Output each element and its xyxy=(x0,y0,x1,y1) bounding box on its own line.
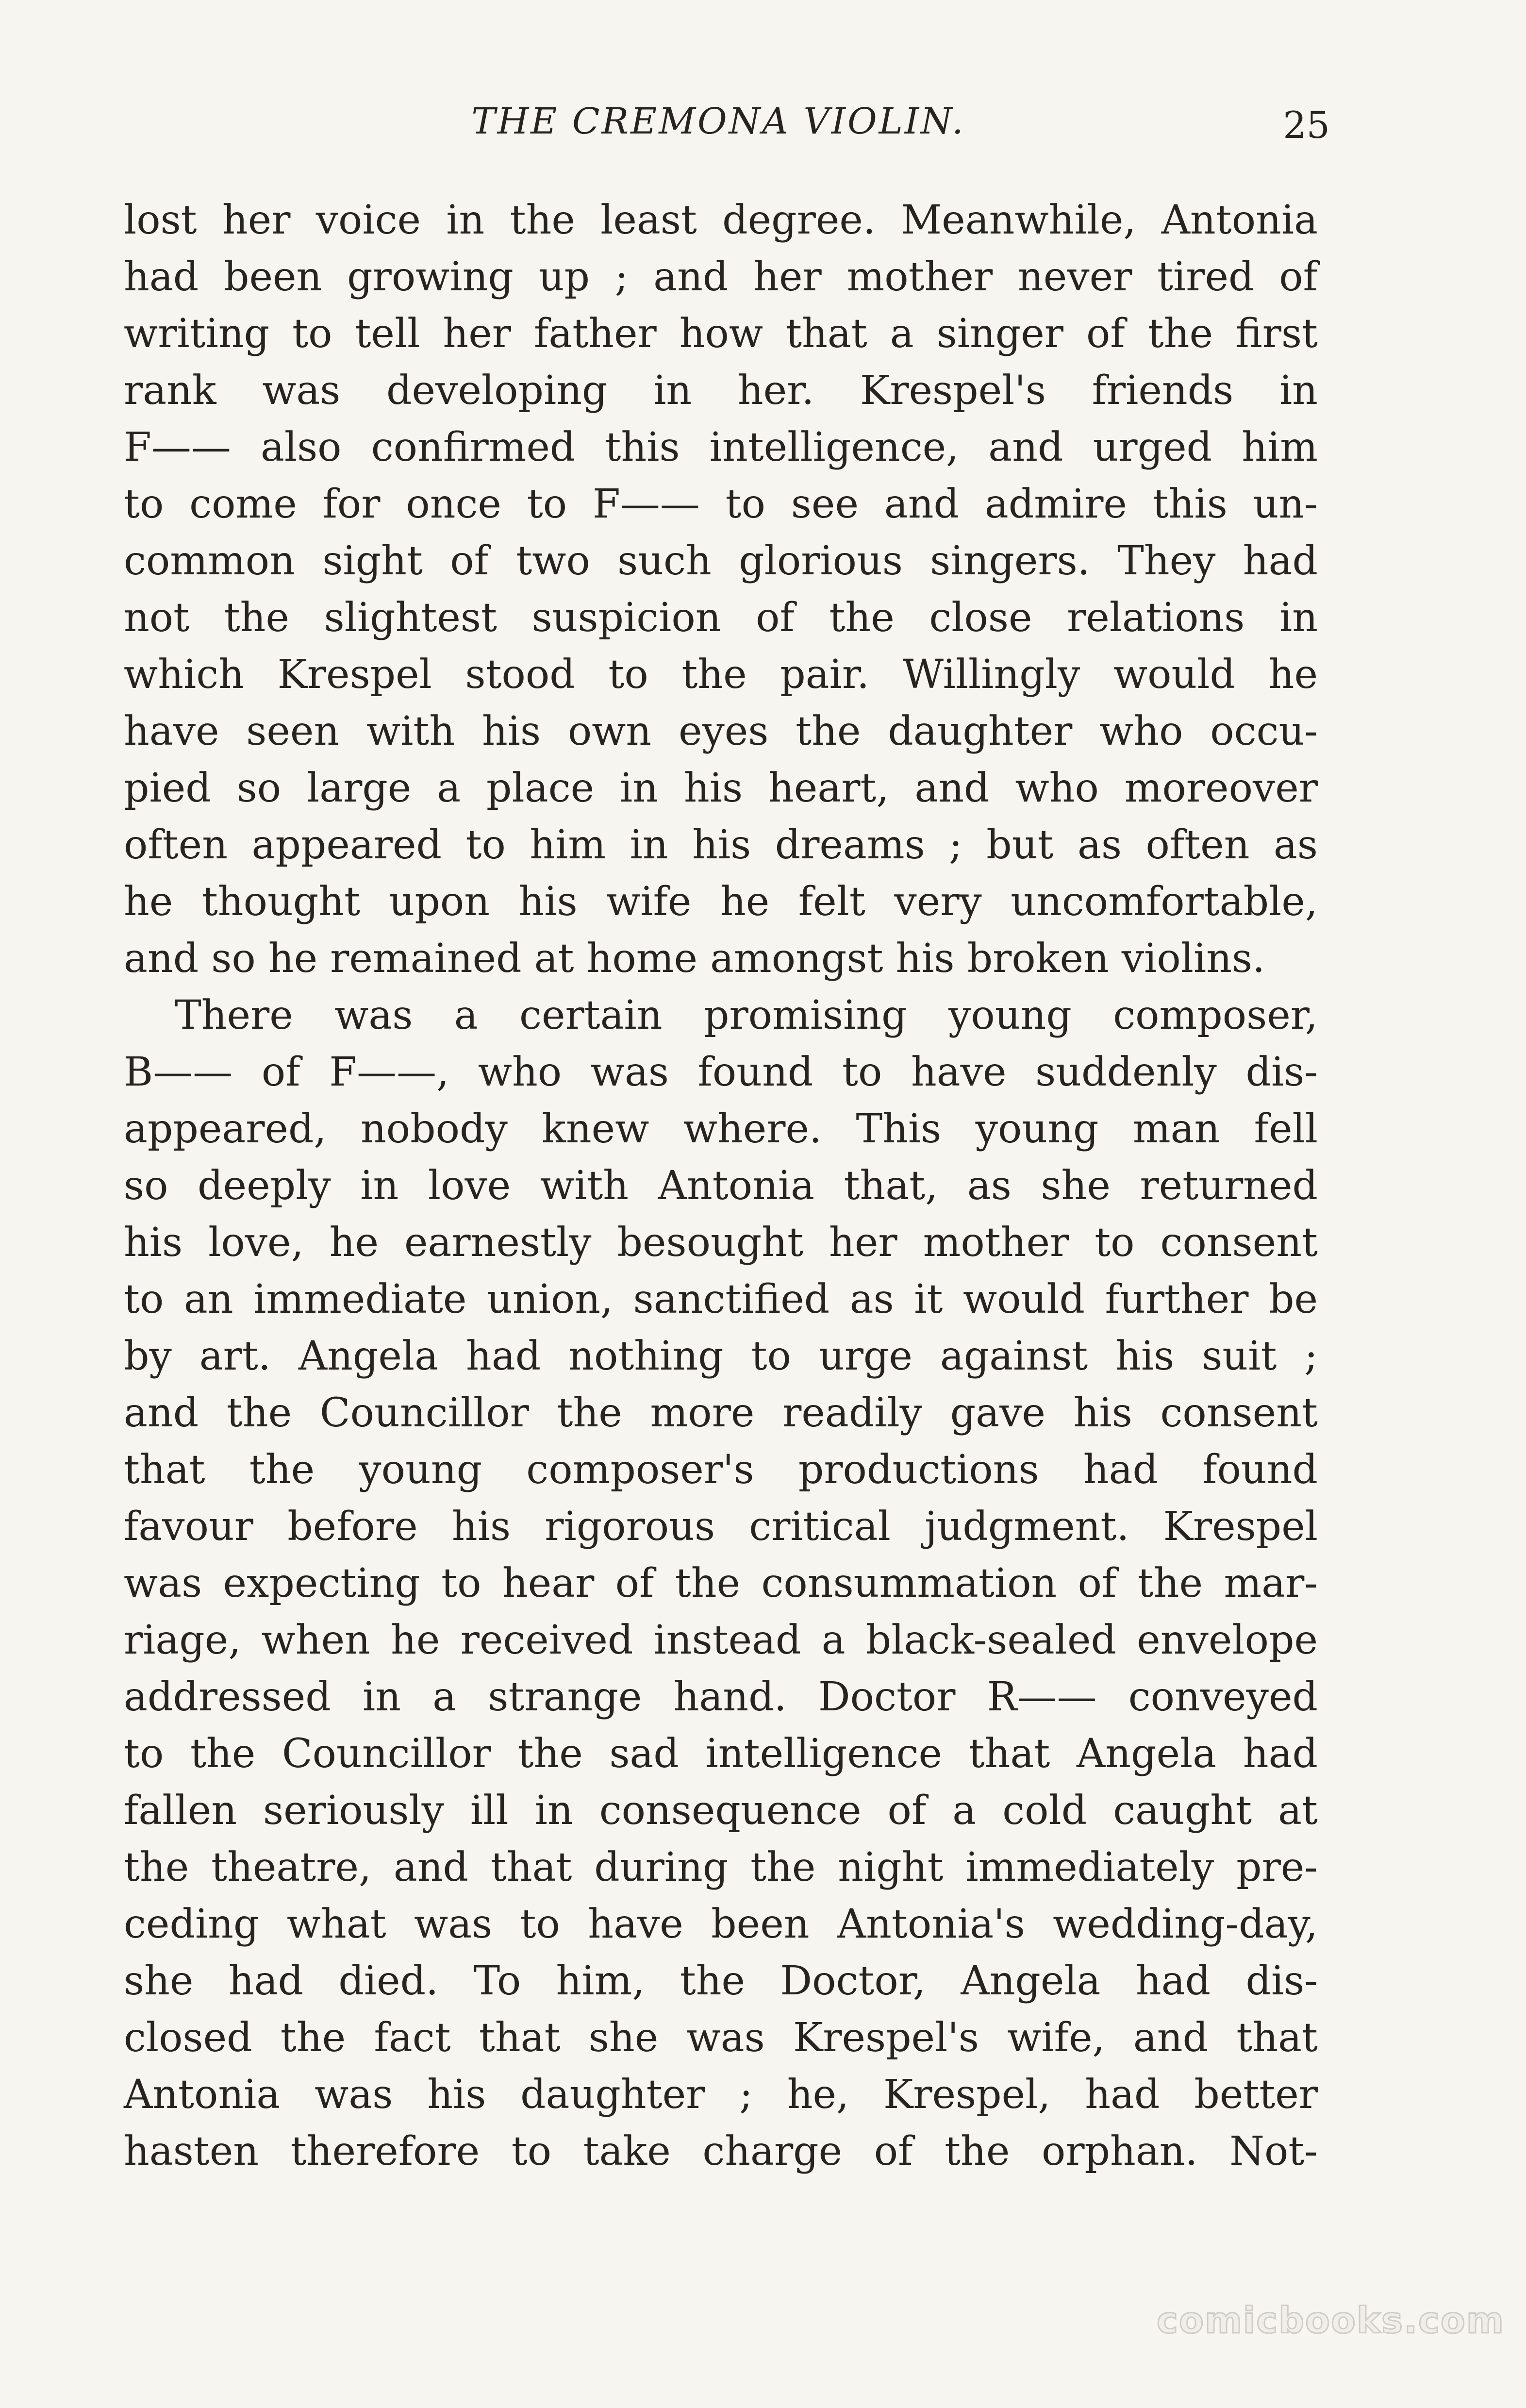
text-line: to come for once to F—— to see and admire this un- xyxy=(124,481,1318,527)
paragraph-2 xyxy=(124,987,1318,2180)
text-line: which Krespel stood to the pair. Willingly would he xyxy=(124,652,1318,698)
text-line: lost her voice in the least degree. Meanwhile, Antonia xyxy=(124,197,1318,243)
text-line: pied so large a place in his heart, and who moreover xyxy=(124,765,1318,811)
text-line: F—— also confirmed this intelligence, and urged him xyxy=(124,424,1318,470)
text-line: B—— of F——, who was found to have suddenly dis- xyxy=(124,1049,1318,1095)
text-line: There was a certain promising young composer, xyxy=(175,992,1318,1038)
text-line: appeared, nobody knew where. This young man fell xyxy=(124,1106,1318,1152)
text-line: and the Councillor the more readily gave his consent xyxy=(124,1390,1318,1436)
text-line: addressed in a strange hand. Doctor R—— conveyed xyxy=(124,1674,1318,1720)
text-line: to an immediate union, sanctified as it would further be xyxy=(124,1276,1318,1322)
page-number: 25 xyxy=(1283,103,1330,147)
text-line: rank was developing in her. Krespel's friends in xyxy=(124,368,1318,414)
text-line: Antonia was his daughter ; he, Krespel, had better xyxy=(124,2072,1318,2118)
text-line: was expecting to hear of the consummation of the mar- xyxy=(124,1560,1318,1606)
running-title: THE CREMONA VIOLIN. xyxy=(471,100,965,142)
text-line: he thought upon his wife he felt very uncomfortable, xyxy=(124,879,1318,925)
text-line: writing to tell her father how that a singer of the first xyxy=(124,311,1318,357)
text-line: the theatre, and that during the night immediately pre- xyxy=(124,1844,1318,1890)
text-line: that the young composer's productions had found xyxy=(124,1447,1318,1493)
text-line: fallen seriously ill in consequence of a cold caught at xyxy=(124,1788,1318,1834)
running-head xyxy=(0,95,1526,148)
text-line: to the Councillor the sad intelligence that Angela had xyxy=(124,1731,1318,1777)
text-line: not the slightest suspicion of the close relations in xyxy=(124,595,1318,641)
text-line: hasten therefore to take charge of the orphan. Not- xyxy=(124,2128,1318,2174)
body-text xyxy=(124,192,1318,2221)
watermark: comicbooks.com xyxy=(1157,2300,1505,2341)
text-line: riage, when he received instead a black-sealed envelope xyxy=(124,1617,1318,1663)
text-line: by art. Angela had nothing to urge against his suit ; xyxy=(124,1333,1318,1379)
text-line: common sight of two such glorious singers. They had xyxy=(124,538,1318,584)
text-line: and so he remained at home amongst his broken violins. xyxy=(124,936,1265,982)
text-line: had been growing up ; and her mother never tired of xyxy=(124,254,1318,300)
text-line: have seen with his own eyes the daughter who occu- xyxy=(124,708,1318,754)
text-line: often appeared to him in his dreams ; but as often as xyxy=(124,822,1318,868)
text-line: closed the fact that she was Krespel's wife, and that xyxy=(124,2015,1318,2061)
text-line: she had died. To him, the Doctor, Angela had dis- xyxy=(124,1958,1318,2004)
text-line: his love, he earnestly besought her mother to consent xyxy=(124,1220,1318,1266)
text-line: so deeply in love with Antonia that, as she returned xyxy=(124,1163,1318,1209)
paragraph-1 xyxy=(124,192,1318,987)
text-line: favour before his rigorous critical judgment. Krespel xyxy=(124,1504,1318,1550)
text-line: ceding what was to have been Antonia's wedding-day, xyxy=(124,1901,1318,1947)
